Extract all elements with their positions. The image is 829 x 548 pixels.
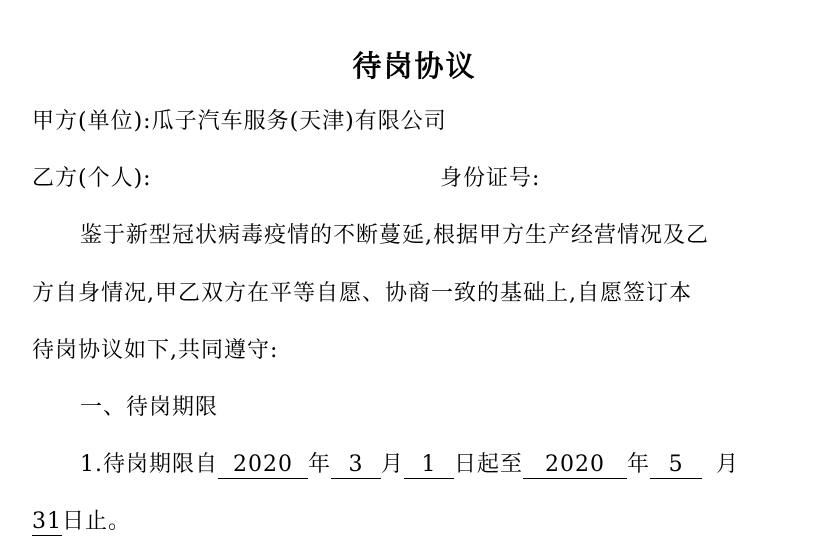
id-number-label: 身份证号: <box>440 166 541 191</box>
month-word-2: 月 <box>716 452 740 477</box>
end-day: 31 <box>32 509 62 534</box>
end-year: 2020 <box>523 452 627 479</box>
clause-suffix: 日止。 <box>62 509 132 534</box>
party-a-label: 甲方(单位): <box>32 109 152 134</box>
end-month: 5 <box>650 452 702 479</box>
preamble-line-1: 鉴于新型冠状病毒疫情的不断蔓延,根据甲方生产经营情况及乙 <box>80 223 709 248</box>
clause-1-line-2 <box>32 506 131 538</box>
month-word: 月 <box>381 452 405 477</box>
year-word: 年 <box>308 452 332 477</box>
party-b-line <box>32 163 732 195</box>
start-day: 1 <box>404 452 454 479</box>
party-a-value: 瓜子汽车服务(天津)有限公司 <box>151 109 447 134</box>
clause-mid: 日起至 <box>454 452 524 477</box>
year-word-2: 年 <box>627 452 651 477</box>
document-title: 待岗协议 <box>352 49 477 83</box>
preamble-line-2: 方自身情况,甲乙双方在平等自愿、协商一致的基础上,自愿签订本 <box>32 281 692 306</box>
preamble-line-3: 待岗协议如下,共同遵守: <box>32 338 279 363</box>
clause-prefix: 1.待岗期限自 <box>80 452 218 477</box>
start-year: 2020 <box>218 452 308 479</box>
party-a-line <box>32 106 447 138</box>
section-1-heading: 一、待岗期限 <box>80 395 219 420</box>
clause-1-line-1 <box>80 449 739 481</box>
party-b-label: 乙方(个人): <box>32 166 152 191</box>
start-month: 3 <box>331 452 381 479</box>
